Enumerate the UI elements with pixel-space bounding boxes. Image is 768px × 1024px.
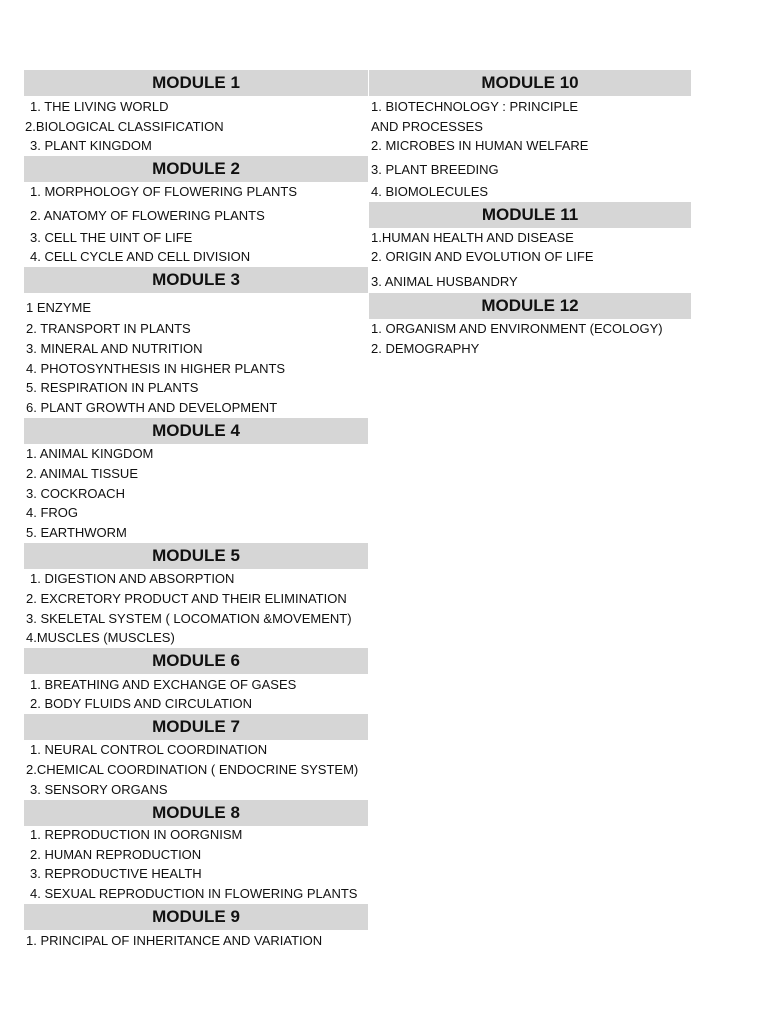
list-item: 3. SKELETAL SYSTEM ( LOCOMATION &MOVEMENT)	[26, 611, 352, 626]
list-item: 4. SEXUAL REPRODUCTION IN FLOWERING PLANTS	[30, 886, 358, 901]
list-item: 2. MICROBES IN HUMAN WELFARE	[371, 138, 589, 153]
list-item: 3. MINERAL AND NUTRITION	[26, 341, 203, 356]
list-item: 2.BIOLOGICAL CLASSIFICATION	[25, 119, 224, 134]
list-item: 1.HUMAN HEALTH AND DISEASE	[371, 230, 574, 245]
list-item: 2. ANATOMY OF FLOWERING PLANTS	[30, 208, 265, 223]
module-header: MODULE 6	[24, 648, 368, 674]
list-item: 2. DEMOGRAPHY	[371, 341, 480, 356]
list-item: 2. EXCRETORY PRODUCT AND THEIR ELIMINATION	[26, 591, 347, 606]
module-header: MODULE 5	[24, 543, 368, 569]
list-item: 3. ANIMAL HUSBANDRY	[371, 274, 518, 289]
module-header: MODULE 10	[369, 70, 691, 96]
list-item: 2. ANIMAL TISSUE	[26, 466, 138, 481]
list-item: 1. DIGESTION AND ABSORPTION	[30, 571, 235, 586]
list-item: 1. ANIMAL KINGDOM	[26, 446, 154, 461]
list-item: 4.MUSCLES (MUSCLES)	[26, 630, 175, 645]
list-item: 2.CHEMICAL COORDINATION ( ENDOCRINE SYSTEM)	[26, 762, 359, 777]
module-header: MODULE 9	[24, 904, 368, 930]
module-header: MODULE 3	[24, 267, 368, 293]
list-item: 1 ENZYME	[26, 300, 92, 315]
list-item: 1. MORPHOLOGY OF FLOWERING PLANTS	[30, 184, 298, 199]
list-item: 5. EARTHWORM	[26, 525, 127, 540]
list-item: 3. PLANT BREEDING	[371, 162, 499, 177]
list-item: 3. COCKROACH	[26, 486, 125, 501]
list-item: 5. RESPIRATION IN PLANTS	[26, 380, 199, 395]
list-item: 1. NEURAL CONTROL COORDINATION	[30, 742, 268, 757]
list-item: 1. ORGANISM AND ENVIRONMENT (ECOLOGY)	[371, 321, 663, 336]
list-item: 1. BIOTECHNOLOGY : PRINCIPLE	[371, 99, 579, 114]
list-item: 4. PHOTOSYNTHESIS IN HIGHER PLANTS	[26, 361, 286, 376]
module-header: MODULE 2	[24, 156, 368, 182]
list-item: 1. PRINCIPAL OF INHERITANCE AND VARIATION	[26, 933, 323, 948]
list-item: 2. TRANSPORT IN PLANTS	[26, 321, 191, 336]
list-item: 3. CELL THE UINT OF LIFE	[30, 230, 193, 245]
list-item: 4. BIOMOLECULES	[371, 184, 489, 199]
module-header: MODULE 8	[24, 800, 368, 826]
list-item: 1. REPRODUCTION IN OORGNISM	[30, 827, 243, 842]
list-item: 4. FROG	[26, 505, 79, 520]
module-header: MODULE 4	[24, 418, 368, 444]
module-header: MODULE 12	[369, 293, 691, 319]
list-item: 2. BODY FLUIDS AND CIRCULATION	[30, 696, 253, 711]
list-item: 1. BREATHING AND EXCHANGE OF GASES	[30, 677, 297, 692]
list-item: 1. THE LIVING WORLD	[30, 99, 169, 114]
list-item: 3. SENSORY ORGANS	[30, 782, 168, 797]
module-header: MODULE 11	[369, 202, 691, 228]
module-header: MODULE 1	[24, 70, 368, 96]
list-item: 6. PLANT GROWTH AND DEVELOPMENT	[26, 400, 278, 415]
list-item: 2. ORIGIN AND EVOLUTION OF LIFE	[371, 249, 594, 264]
list-item: 4. CELL CYCLE AND CELL DIVISION	[30, 249, 251, 264]
list-item: 2. HUMAN REPRODUCTION	[30, 847, 202, 862]
module-header: MODULE 7	[24, 714, 368, 740]
list-item: 3. PLANT KINGDOM	[30, 138, 152, 153]
list-item: 3. REPRODUCTIVE HEALTH	[30, 866, 202, 881]
list-item: AND PROCESSES	[371, 119, 483, 134]
